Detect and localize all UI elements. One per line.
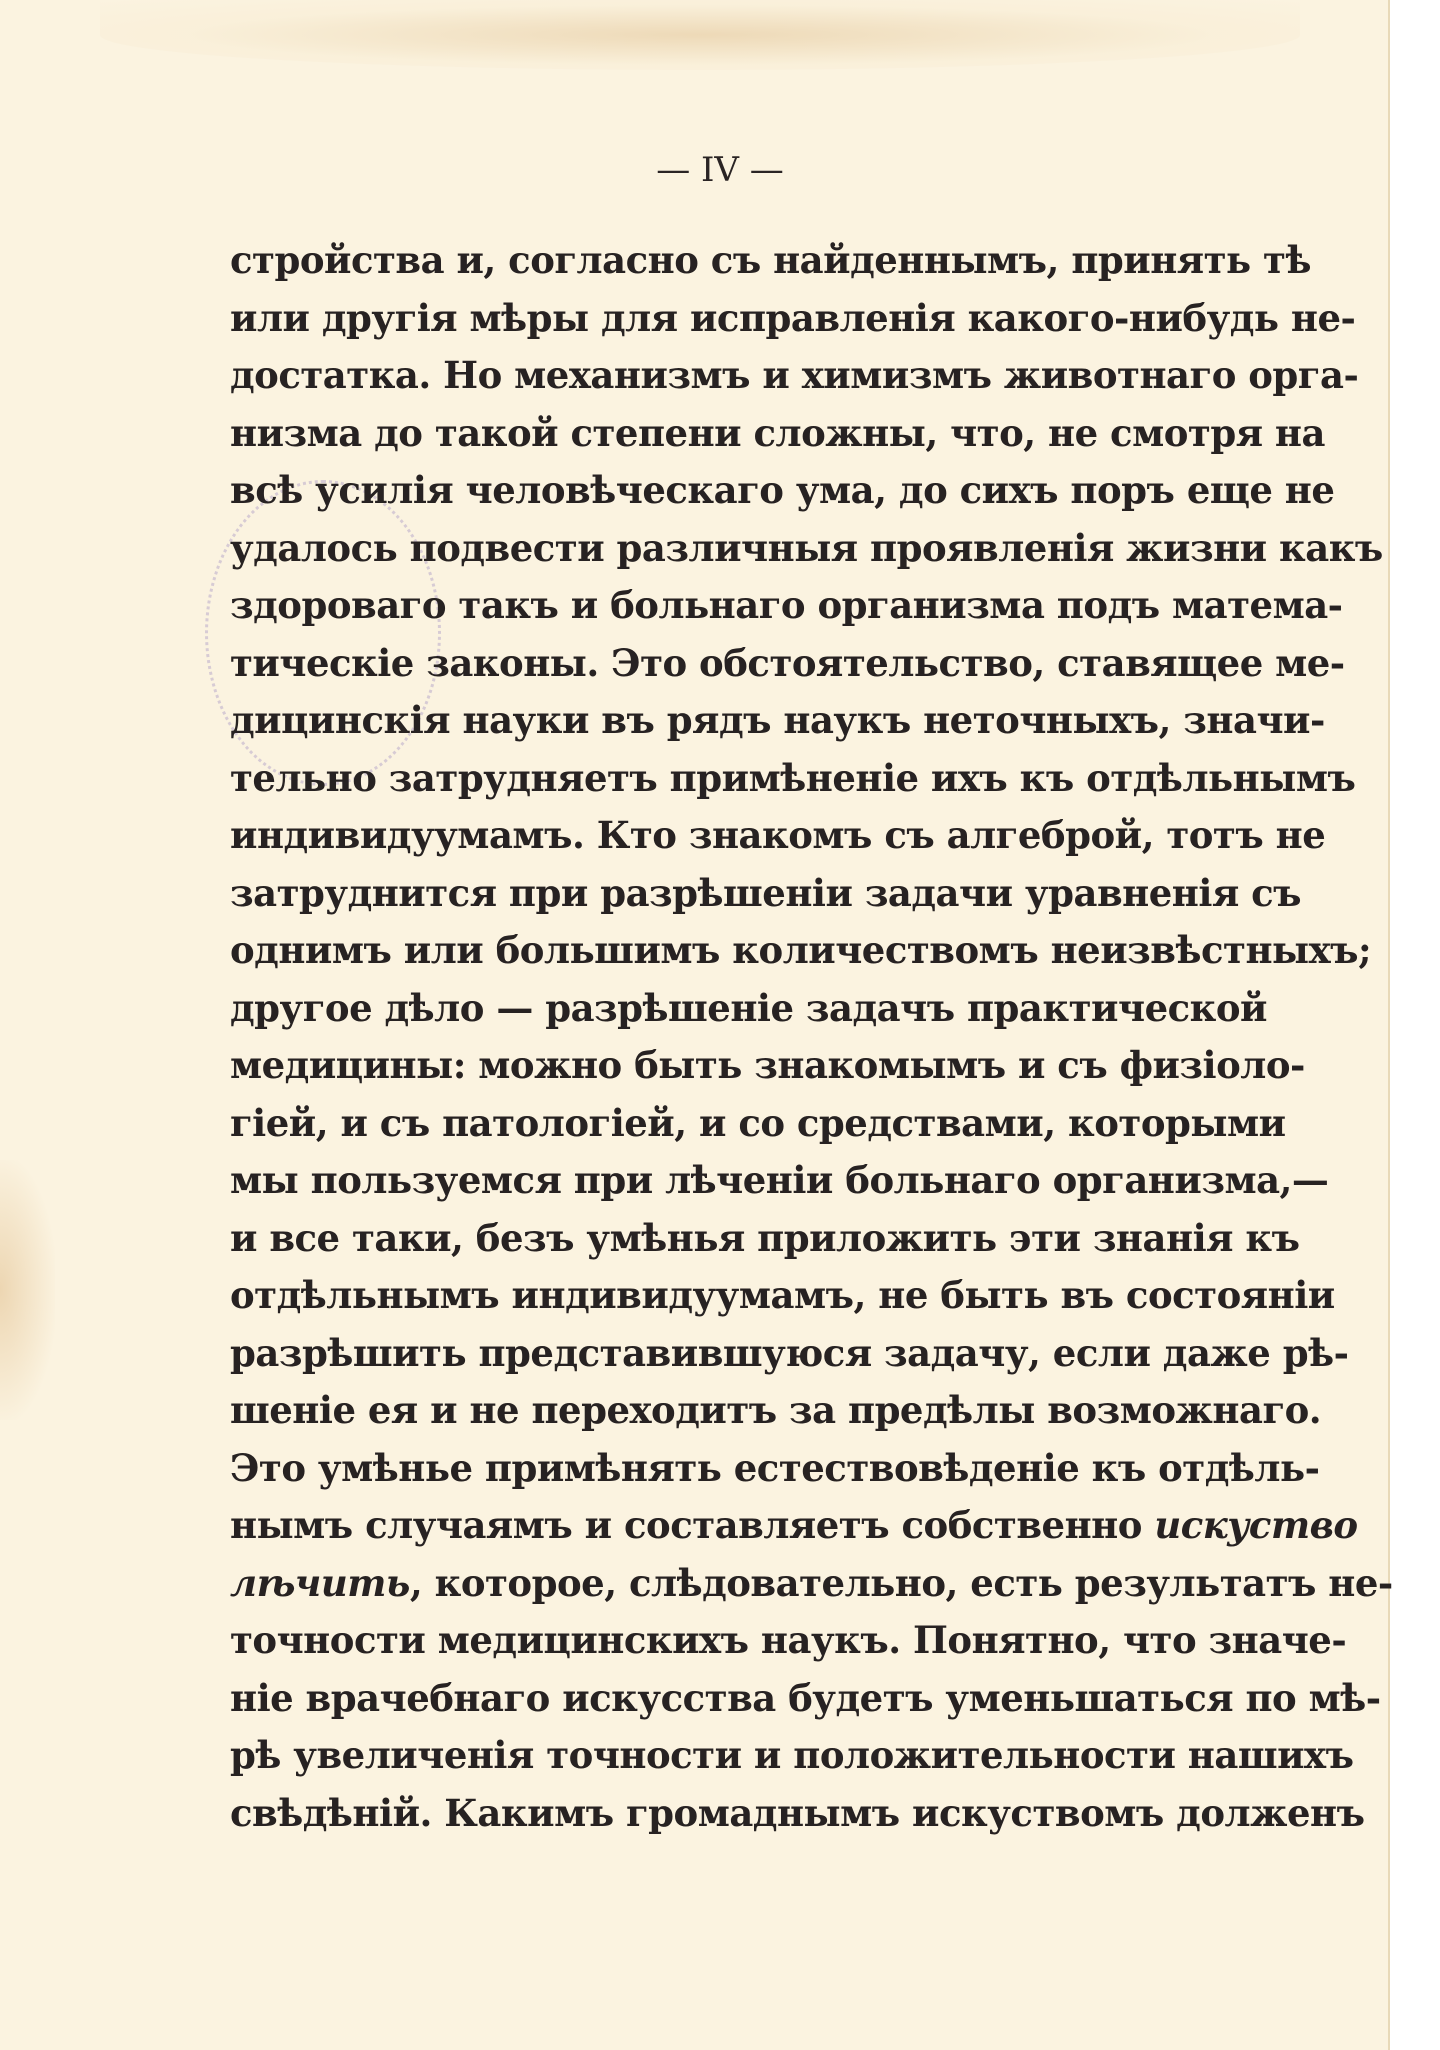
text-segment: медицины: можно быть знакомымъ и съ физіоло- — [230, 1043, 1305, 1087]
text-segment: другое дѣло — разрѣшеніе задачъ практической — [230, 985, 1267, 1030]
text-line — [230, 1555, 1393, 1613]
text-segment: точности медицинскихъ наукъ. Понятно, что значе- — [230, 1618, 1347, 1662]
text-line — [230, 520, 1383, 578]
text-line — [230, 1497, 1358, 1555]
text-segment: , которое, слѣдовательно, есть результатъ не- — [409, 1560, 1393, 1605]
text-line — [230, 1152, 1329, 1210]
text-line — [230, 635, 1345, 693]
italic-text-segment: искуство — [1154, 1503, 1358, 1547]
text-segment: рѣ увеличенія точности и положительности нашихъ — [230, 1733, 1354, 1777]
text-segment: гіей, и съ патологіей, и со средствами, которыми — [230, 1100, 1286, 1145]
text-line — [230, 577, 1343, 635]
text-line — [230, 1440, 1320, 1498]
text-line — [230, 1210, 1300, 1268]
text-line — [230, 1612, 1347, 1670]
text-segment: или другія мѣры для исправленія какого-нибудь не- — [230, 295, 1356, 340]
text-line — [230, 1785, 1365, 1843]
text-line — [230, 807, 1326, 865]
text-segment: ніе врачебнаго искусства будетъ уменьшаться по мѣ- — [230, 1675, 1381, 1720]
text-segment: удалось подвести различныя проявленія жизни какъ — [230, 525, 1383, 570]
text-segment: Это умѣнье примѣнять естествовѣденіе къ отдѣль- — [230, 1445, 1320, 1490]
text-line — [230, 1325, 1349, 1383]
text-line — [230, 1727, 1354, 1785]
text-line — [230, 1670, 1381, 1728]
text-line — [230, 1267, 1335, 1325]
body-text — [230, 232, 1393, 1842]
italic-text-segment: лѣчить — [230, 1560, 410, 1605]
text-segment: отдѣльнымъ индивидуумамъ, не быть въ состояніи — [230, 1273, 1335, 1317]
text-segment: и все таки, безъ умѣнья приложить эти знанія къ — [230, 1215, 1300, 1260]
water-stain-left — [0, 1160, 55, 1420]
text-segment: индивидуумамъ. Кто знакомъ съ алгеброй, тотъ не — [230, 813, 1326, 857]
text-segment: низма до такой степени сложны, что, не смотря на — [230, 410, 1325, 455]
text-line — [230, 1037, 1305, 1095]
text-segment: дицинскія науки въ рядъ наукъ неточныхъ, значи- — [230, 698, 1325, 742]
text-line — [230, 1382, 1322, 1440]
text-segment: разрѣшить представившуюся задачу, если даже рѣ- — [230, 1330, 1349, 1375]
text-segment: тельно затрудняетъ примѣненіе ихъ къ отдѣльнымъ — [230, 755, 1356, 800]
water-stain-top — [100, 0, 1300, 70]
page-number: — IV — — [656, 150, 784, 190]
text-segment: затруднится при разрѣшеніи задачи уравненія съ — [230, 870, 1302, 915]
text-segment: шеніе ея и не переходитъ за предѣлы возможнаго. — [230, 1388, 1322, 1432]
text-line — [230, 290, 1356, 348]
text-line — [230, 462, 1335, 520]
text-segment: тическіе законы. Это обстоятельство, ставящее ме- — [230, 640, 1345, 685]
text-segment: свѣдѣній. Какимъ громаднымъ искуствомъ долженъ — [230, 1790, 1365, 1835]
text-line — [230, 347, 1359, 405]
text-segment: однимъ или большимъ количествомъ неизвѣстныхъ; — [230, 928, 1372, 972]
text-line — [230, 865, 1302, 923]
text-segment: всѣ усилія человѣческаго ума, до сихъ поръ еще не — [230, 468, 1335, 512]
text-segment: нымъ случаямъ и составляетъ собственно — [230, 1503, 1155, 1547]
text-line — [230, 405, 1325, 463]
text-line — [230, 692, 1325, 750]
text-line — [230, 232, 1311, 290]
text-line — [230, 750, 1356, 808]
text-line — [230, 922, 1372, 980]
text-segment: здороваго такъ и больнаго организма подъ матема- — [230, 583, 1343, 627]
text-line — [230, 1095, 1286, 1153]
text-segment: достатка. Но механизмъ и химизмъ животнаго орга- — [230, 353, 1359, 397]
text-segment: мы пользуемся при лѣченіи больнаго организма,— — [230, 1158, 1329, 1202]
text-line — [230, 980, 1267, 1038]
text-segment: стройства и, согласно съ найденнымъ, принять тѣ — [230, 238, 1311, 282]
